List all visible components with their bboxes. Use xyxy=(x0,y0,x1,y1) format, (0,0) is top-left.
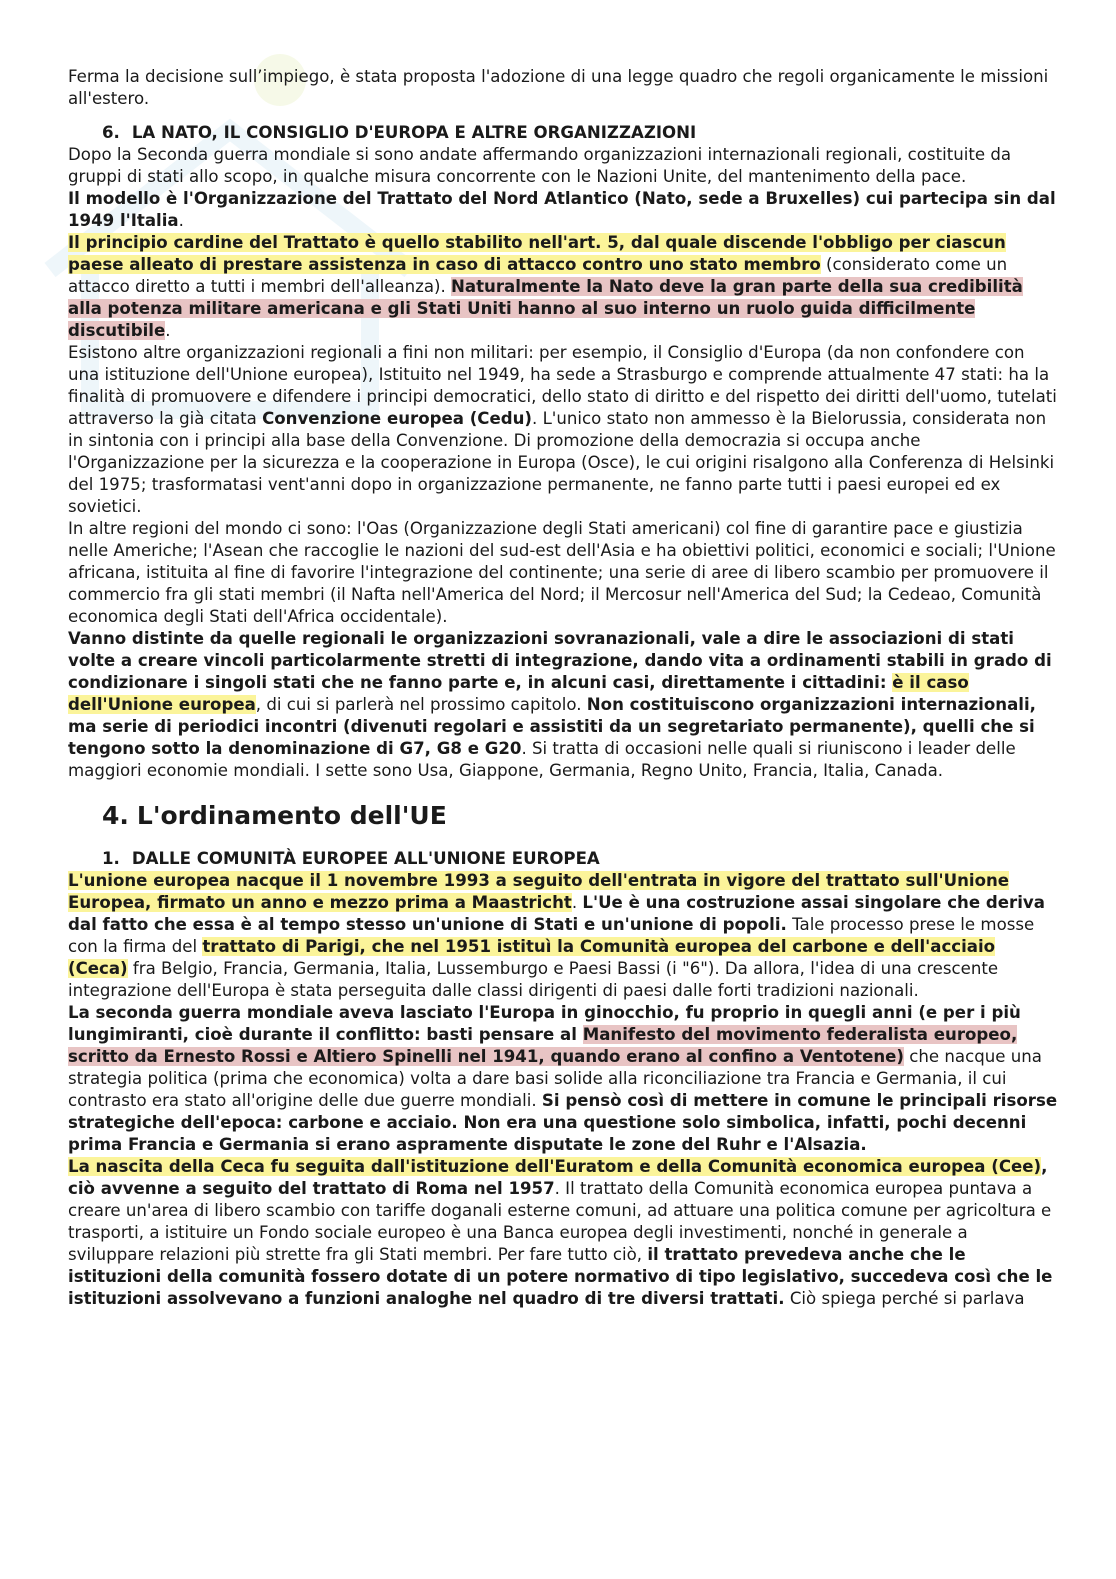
paragraph: L'unione europea nacque il 1 novembre 1993 a seguito dell'entrata in vigore del trattato sull'Unione Europea, firmato un anno e mezzo prima a Maastricht. L'Ue è una costruzione assai singolare che deriva dal fatto che essa è al tempo stesso un'unione di Stati e un'unione di popoli. Tale processo prese le mosse con la firma del trattato di Parigi, che nel 1951 istituì la Comunità europea del carbone e dell'acciaio (Ceca) fra Belgio, Francia, Germania, Italia, Lussemburgo e Paesi Bassi (i "6"). Da allora, l'idea di una crescente integrazione dell'Europa è stata perseguita dalle classi dirigenti di paesi dalle forti tradizioni nazionali. xyxy=(68,871,1045,1000)
document-page xyxy=(68,66,1058,1310)
paragraph: Esistono altre organizzazioni regionali a fini non militari: per esempio, il Consiglio d'Europa (da non confondere con una istituzione dell'Unione europea), Istituito nel 1949, ha sede a Strasburgo e comprende attualmente 47 stati: ha la finalità di promuovere e difendere i principi democratici, dello stato di diritto e del rispetto dei diritti dell'uomo, tutelati attraverso la già citata Convenzione europea (Cedu). L'unico stato non ammesso è la Bielorussia, considerata non in sintonia con i principi alla base della Convenzione. Di promozione della democrazia si occupa anche l'Organizzazione per la sicurezza e la cooperazione in Europa (Osce), le cui origini risalgono alla Conferenza di Helsinki del 1975; trasformatasi vent'anni dopo in organizzazione permanente, ne fanno parte tutti i paesi europei ed ex sovietici. xyxy=(68,343,1057,516)
paragraph: La seconda guerra mondiale aveva lasciato l'Europa in ginocchio, fu proprio in quegli anni (e per i più lungimiranti, cioè durante il conflitto: basti pensare al Manifesto del movimento federalista europeo, scritto da Ernesto Rossi e Altiero Spinelli nel 1941, quando erano al confino a Ventotene) che nacque una strategia politica (prima che economica) volta a dare basi solide alla riconciliazione tra Francia e Germania, il cui contrasto era stato all'origine delle due guerre mondiali. Si pensò così di mettere in comune le principali risorse strategiche dell'epoca: carbone e acciaio. Non era una questione solo simbolica, infatti, pochi decenni prima Francia e Germania si erano aspramente disputate le zone del Ruhr e l'Alsazia. xyxy=(68,1003,1058,1154)
highlight-yellow: La nascita della Ceca fu seguita dall'istituzione dell'Euratom e della Comunità economica europea (Cee) xyxy=(68,1157,1042,1176)
section-heading-6: 6. LA NATO, IL CONSIGLIO D'EUROPA E ALTRE ORGANIZZAZIONI xyxy=(102,123,697,142)
paragraph: Vanno distinte da quelle regionali le organizzazioni sovranazionali, vale a dire le associazioni di stati volte a creare vincoli particolarmente stretti di integrazione, dando vita a ordinamenti stabili in grado di condizionare i singoli stati che ne fanno parte e, in alcuni casi, direttamente i cittadini: è il caso dell'Unione europea, di cui si parlerà nel prossimo capitolo. Non costituiscono organizzazioni internazionali, ma serie di periodici incontri (divenuti regolari e assistiti da un segretariato permanente), quelli che si tengono sotto la denominazione di G7, G8 e G20. Si tratta di occasioni nelle quali si riuniscono i leader delle maggiori economie mondiali. I sette sono Usa, Giappone, Germania, Regno Unito, Francia, Italia, Canada. xyxy=(68,629,1052,780)
section-heading-1: 1. DALLE COMUNITÀ EUROPEE ALL'UNIONE EUROPEA xyxy=(102,849,600,868)
highlight-red: Manifesto del movimento federalista europeo, scritto da Ernesto Rossi e Altiero Spinelli nel 1941, quando erano al confino a Ventotene) xyxy=(68,1025,1018,1066)
highlight-yellow: è il caso dell'Unione europea xyxy=(68,673,969,714)
paragraph: La nascita della Ceca fu seguita dall'istituzione dell'Euratom e della Comunità economica europea (Cee), ciò avvenne a seguito del trattato di Roma nel 1957. Il trattato della Comunità economica europea puntava a creare un'area di libero scambio con tariffe doganali esterne comuni, ad attuare una politica comune per agricoltura e trasporti, a istituire un Fondo sociale europeo è una Banca europea degli investimenti, nonché in generale a sviluppare relazioni più strette fra gli Stati membri. Per fare tutto ciò, il trattato prevedeva anche che le istituzioni della comunità fossero dotate di un potere normativo di tipo legislativo, succedeva così che le istituzioni assolvevano a funzioni analoghe nel quadro di tre diversi trattati. Ciò spiega perché si parlava xyxy=(68,1157,1053,1308)
highlight-red: Naturalmente la Nato deve la gran parte della sua credibilità alla potenza militare americana e gli Stati Uniti hanno al suo interno un ruolo guida difficilmente discutibile xyxy=(68,277,1023,340)
highlight-yellow: Il principio cardine del Trattato è quello stabilito nell'art. 5, dal quale discende l'obbligo per ciascun paese alleato di prestare assistenza in caso di attacco contro uno stato membro xyxy=(68,233,1006,274)
paragraph: In altre regioni del mondo ci sono: l'Oas (Organizzazione degli Stati americani) col fine di garantire pace e giustizia nelle Americhe; l'Asean che raccoglie le nazioni del sud-est dell'Asia e ha obiettivi politici, economici e sociali; l'Unione africana, istituita al fine di favorire l'integrazione del continente; una serie di aree di libero scambio per promuovere il commercio fra gli stati membri (il Nafta nell'America del Nord; il Mercosur nell'America del Sud; la Cedeao, Comunità economica degli Stati dell'Africa occidentale). xyxy=(68,519,1056,626)
highlight-yellow: L'unione europea nacque il 1 novembre 1993 a seguito dell'entrata in vigore del trattato sull'Unione Europea, firmato un anno e mezzo prima a Maastricht xyxy=(68,871,1010,912)
paragraph: Il principio cardine del Trattato è quello stabilito nell'art. 5, dal quale discende l'obbligo per ciascun paese alleato di prestare assistenza in caso di attacco contro uno stato membro (considerato come un attacco diretto a tutti i membri dell'alleanza). Naturalmente la Nato deve la gran parte della sua credibilità alla potenza militare americana e gli Stati Uniti hanno al suo interno un ruolo guida difficilmente discutibile. xyxy=(68,233,1023,340)
highlight-yellow: trattato di Parigi, che nel 1951 istituì la Comunità europea del carbone e dell'acciaio (Ceca) xyxy=(68,937,996,978)
paragraph: Dopo la Seconda guerra mondiale si sono andate affermando organizzazioni internazionali regionali, costituite da gruppi di stati allo scopo, in qualche misura concorrente con le Nazioni Unite, del mantenimento della pace. xyxy=(68,145,1012,186)
chapter-heading: 4. L'ordinamento dell'UE xyxy=(102,801,447,830)
intro-paragraph: Ferma la decisione sull’impiego, è stata proposta l'adozione di una legge quadro che regoli organicamente le missioni all'estero. xyxy=(68,67,1049,108)
paragraph: Il modello è l'Organizzazione del Trattato del Nord Atlantico (Nato, sede a Bruxelles) cui partecipa sin dal 1949 l'Italia. xyxy=(68,189,1056,230)
